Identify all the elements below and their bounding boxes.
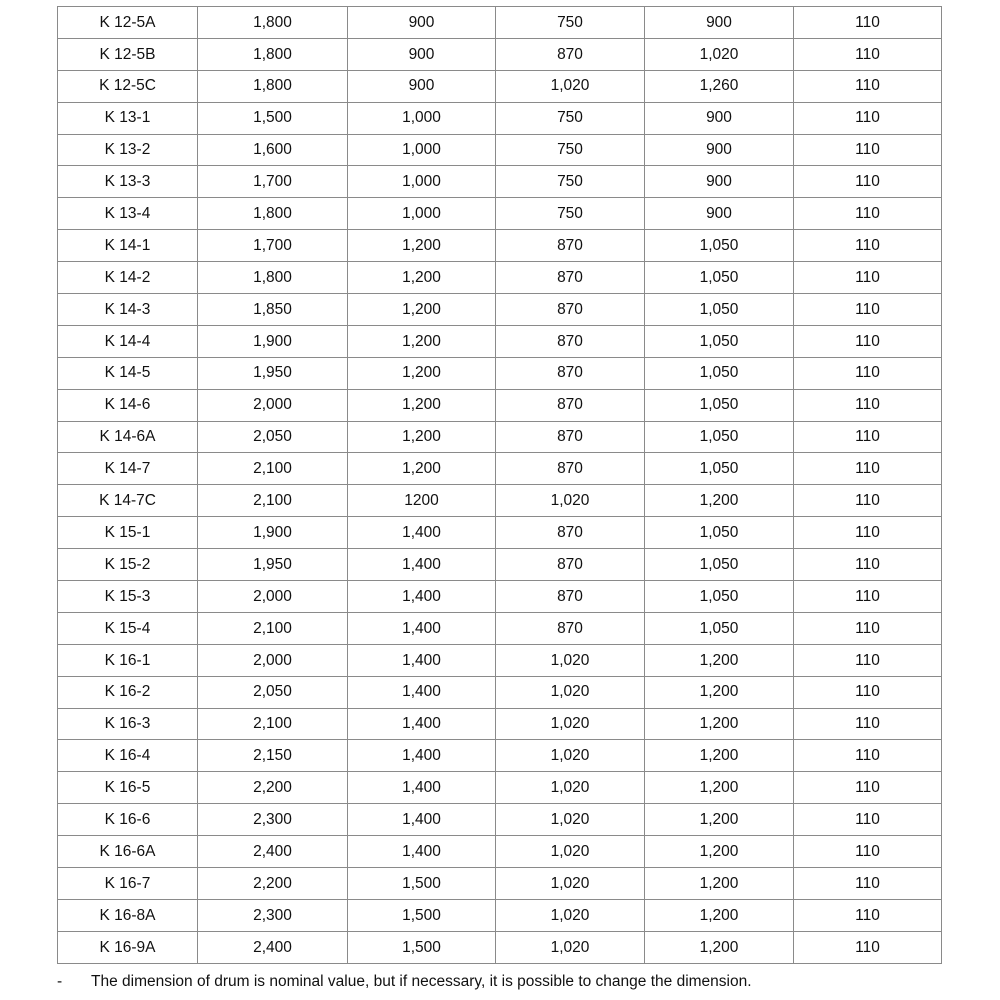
table-cell-col-2: 1,950	[198, 549, 348, 581]
table-cell-col-5: 1,050	[645, 581, 794, 613]
table-cell-col-2: 2,300	[198, 899, 348, 931]
table-cell-col-5: 1,050	[645, 421, 794, 453]
table-row	[58, 70, 942, 102]
table-cell-col-2: 1,900	[198, 517, 348, 549]
table-cell-col-5: 1,200	[645, 676, 794, 708]
table-row	[58, 899, 942, 931]
table-cell-model: K 13-4	[58, 198, 198, 230]
table-cell-col-4: 870	[496, 357, 645, 389]
table-cell-col-6: 110	[794, 772, 942, 804]
dimensions-table	[57, 6, 942, 964]
table-cell-col-5: 900	[645, 102, 794, 134]
table-cell-col-3: 1,400	[348, 772, 496, 804]
table-cell-col-3: 1,500	[348, 899, 496, 931]
table-cell-col-2: 1,500	[198, 102, 348, 134]
table-cell-col-2: 1,700	[198, 230, 348, 262]
table-row	[58, 772, 942, 804]
table-cell-col-3: 1,500	[348, 868, 496, 900]
table-cell-model: K 14-6	[58, 389, 198, 421]
table-cell-model: K 16-6	[58, 804, 198, 836]
table-cell-col-6: 110	[794, 453, 942, 485]
table-row	[58, 166, 942, 198]
table-cell-col-2: 1,800	[198, 198, 348, 230]
table-cell-col-3: 1,500	[348, 931, 496, 963]
table-cell-col-4: 750	[496, 102, 645, 134]
table-cell-col-5: 1,050	[645, 294, 794, 326]
table-cell-col-3: 1,200	[348, 453, 496, 485]
table-cell-col-6: 110	[794, 357, 942, 389]
table-cell-col-3: 1,000	[348, 198, 496, 230]
table-cell-col-2: 2,000	[198, 389, 348, 421]
table-cell-col-2: 1,900	[198, 325, 348, 357]
table-row	[58, 931, 942, 963]
table-row	[58, 325, 942, 357]
table-cell-model: K 15-1	[58, 517, 198, 549]
table-cell-col-3: 1,200	[348, 325, 496, 357]
table-cell-col-4: 870	[496, 38, 645, 70]
table-cell-col-2: 1,950	[198, 357, 348, 389]
footnote-text: The dimension of drum is nominal value, but if necessary, it is possible to change the dimension.	[91, 973, 752, 990]
table-row	[58, 134, 942, 166]
table-cell-model: K 15-4	[58, 612, 198, 644]
table-cell-col-6: 110	[794, 198, 942, 230]
table-cell-model: K 16-8A	[58, 899, 198, 931]
table-cell-col-6: 110	[794, 262, 942, 294]
table-cell-model: K 14-7C	[58, 485, 198, 517]
table-cell-col-5: 1,050	[645, 612, 794, 644]
table-cell-col-4: 1,020	[496, 70, 645, 102]
table-cell-col-6: 110	[794, 931, 942, 963]
table-cell-col-2: 1,850	[198, 294, 348, 326]
table-cell-col-3: 1,400	[348, 804, 496, 836]
table-cell-col-3: 900	[348, 7, 496, 39]
table-cell-col-4: 750	[496, 198, 645, 230]
table-cell-col-5: 1,200	[645, 485, 794, 517]
table-row	[58, 230, 942, 262]
table-cell-col-4: 870	[496, 230, 645, 262]
table-cell-col-2: 2,050	[198, 676, 348, 708]
table-row	[58, 612, 942, 644]
table-row	[58, 517, 942, 549]
table-cell-col-5: 1,200	[645, 772, 794, 804]
table-cell-model: K 14-7	[58, 453, 198, 485]
table-cell-model: K 16-5	[58, 772, 198, 804]
table-row	[58, 836, 942, 868]
table-cell-model: K 13-3	[58, 166, 198, 198]
table-cell-col-5: 1,200	[645, 899, 794, 931]
table-cell-model: K 16-6A	[58, 836, 198, 868]
table-cell-col-2: 2,100	[198, 453, 348, 485]
table-cell-col-4: 1,020	[496, 836, 645, 868]
table-row	[58, 294, 942, 326]
table-cell-col-6: 110	[794, 644, 942, 676]
table-cell-col-2: 2,100	[198, 485, 348, 517]
table-cell-col-6: 110	[794, 230, 942, 262]
table-cell-col-3: 1,200	[348, 421, 496, 453]
table-cell-col-2: 2,400	[198, 931, 348, 963]
table-cell-col-4: 870	[496, 262, 645, 294]
table-row	[58, 804, 942, 836]
table-cell-col-3: 1,400	[348, 612, 496, 644]
table-cell-col-5: 1,020	[645, 38, 794, 70]
table-cell-col-6: 110	[794, 166, 942, 198]
table-cell-col-2: 2,200	[198, 868, 348, 900]
table-cell-model: K 15-2	[58, 549, 198, 581]
table-cell-col-5: 1,050	[645, 453, 794, 485]
table-row	[58, 644, 942, 676]
table-cell-col-3: 1,400	[348, 517, 496, 549]
table-cell-col-3: 1,400	[348, 740, 496, 772]
table-cell-col-2: 1,600	[198, 134, 348, 166]
table-cell-col-6: 110	[794, 868, 942, 900]
table-row	[58, 38, 942, 70]
table-cell-col-4: 1,020	[496, 899, 645, 931]
table-cell-col-5: 900	[645, 134, 794, 166]
table-row	[58, 581, 942, 613]
table-cell-col-3: 1,000	[348, 102, 496, 134]
table-cell-col-4: 870	[496, 325, 645, 357]
table-row	[58, 198, 942, 230]
table-cell-model: K 14-5	[58, 357, 198, 389]
table-cell-model: K 14-4	[58, 325, 198, 357]
table-cell-col-2: 2,200	[198, 772, 348, 804]
table-cell-model: K 14-3	[58, 294, 198, 326]
table-cell-col-4: 1,020	[496, 772, 645, 804]
table-cell-col-6: 110	[794, 325, 942, 357]
table-cell-col-2: 1,800	[198, 38, 348, 70]
table-cell-col-2: 2,000	[198, 581, 348, 613]
table-cell-col-3: 1,200	[348, 294, 496, 326]
table-cell-col-3: 1,400	[348, 644, 496, 676]
table-cell-col-4: 870	[496, 549, 645, 581]
table-cell-col-2: 2,150	[198, 740, 348, 772]
table-cell-col-3: 1,400	[348, 836, 496, 868]
footnote-bullet: -	[57, 973, 63, 990]
table-cell-col-3: 900	[348, 70, 496, 102]
table-cell-col-6: 110	[794, 549, 942, 581]
table-cell-col-6: 110	[794, 804, 942, 836]
table-cell-col-6: 110	[794, 38, 942, 70]
table-cell-model: K 16-2	[58, 676, 198, 708]
table-cell-model: K 16-1	[58, 644, 198, 676]
table-row	[58, 453, 942, 485]
table-cell-col-6: 110	[794, 899, 942, 931]
table-row	[58, 708, 942, 740]
table-cell-col-3: 900	[348, 38, 496, 70]
table-cell-col-6: 110	[794, 612, 942, 644]
table-cell-col-5: 1,260	[645, 70, 794, 102]
table-cell-col-5: 1,050	[645, 325, 794, 357]
table-cell-col-4: 1,020	[496, 740, 645, 772]
table-row	[58, 421, 942, 453]
table-row	[58, 740, 942, 772]
table-row	[58, 485, 942, 517]
table-cell-col-4: 1,020	[496, 485, 645, 517]
table-cell-col-5: 1,200	[645, 836, 794, 868]
table-cell-col-5: 1,050	[645, 517, 794, 549]
table-cell-col-2: 2,300	[198, 804, 348, 836]
table-cell-col-6: 110	[794, 485, 942, 517]
table-cell-col-6: 110	[794, 836, 942, 868]
table-cell-col-6: 110	[794, 676, 942, 708]
table-cell-col-2: 2,400	[198, 836, 348, 868]
table-cell-model: K 13-1	[58, 102, 198, 134]
table-cell-col-5: 1,200	[645, 740, 794, 772]
table-row	[58, 7, 942, 39]
table-cell-col-5: 1,050	[645, 230, 794, 262]
table-cell-col-4: 870	[496, 389, 645, 421]
table-cell-col-5: 1,050	[645, 549, 794, 581]
table-cell-model: K 16-4	[58, 740, 198, 772]
table-cell-model: K 16-3	[58, 708, 198, 740]
table-cell-col-6: 110	[794, 581, 942, 613]
table-cell-col-6: 110	[794, 740, 942, 772]
table-cell-col-4: 1,020	[496, 804, 645, 836]
table-cell-col-4: 870	[496, 453, 645, 485]
table-cell-model: K 12-5B	[58, 38, 198, 70]
table-cell-col-3: 1,000	[348, 134, 496, 166]
table-cell-col-3: 1,400	[348, 708, 496, 740]
table-cell-col-3: 1,200	[348, 389, 496, 421]
table-cell-col-3: 1200	[348, 485, 496, 517]
table-cell-col-5: 900	[645, 198, 794, 230]
table-cell-col-4: 750	[496, 166, 645, 198]
table-cell-col-2: 1,800	[198, 70, 348, 102]
table-row	[58, 389, 942, 421]
table-cell-col-5: 900	[645, 166, 794, 198]
table-cell-col-2: 1,700	[198, 166, 348, 198]
table-row	[58, 102, 942, 134]
table-cell-col-4: 870	[496, 517, 645, 549]
table-cell-model: K 12-5A	[58, 7, 198, 39]
table-cell-col-3: 1,200	[348, 230, 496, 262]
table-cell-col-3: 1,200	[348, 357, 496, 389]
table-cell-model: K 14-6A	[58, 421, 198, 453]
table-cell-model: K 14-2	[58, 262, 198, 294]
table-cell-col-5: 1,200	[645, 868, 794, 900]
table-cell-model: K 15-3	[58, 581, 198, 613]
table-cell-col-4: 1,020	[496, 868, 645, 900]
table-cell-col-5: 1,050	[645, 357, 794, 389]
table-cell-col-6: 110	[794, 70, 942, 102]
table-cell-col-4: 870	[496, 612, 645, 644]
table-cell-col-5: 1,200	[645, 804, 794, 836]
table-cell-col-3: 1,400	[348, 676, 496, 708]
table-cell-col-5: 900	[645, 7, 794, 39]
table-cell-col-5: 1,200	[645, 708, 794, 740]
table-cell-col-5: 1,200	[645, 644, 794, 676]
table-cell-col-3: 1,000	[348, 166, 496, 198]
table-cell-col-4: 750	[496, 7, 645, 39]
table-cell-model: K 12-5C	[58, 70, 198, 102]
table-cell-model: K 13-2	[58, 134, 198, 166]
table-cell-col-6: 110	[794, 389, 942, 421]
table-row	[58, 357, 942, 389]
table-row	[58, 262, 942, 294]
table-cell-col-5: 1,200	[645, 931, 794, 963]
footnote	[57, 974, 752, 990]
table-cell-col-5: 1,050	[645, 389, 794, 421]
table-cell-col-4: 1,020	[496, 708, 645, 740]
table-cell-model: K 14-1	[58, 230, 198, 262]
table-cell-col-6: 110	[794, 102, 942, 134]
table-cell-col-5: 1,050	[645, 262, 794, 294]
dimensions-table-body	[58, 7, 942, 964]
table-cell-col-4: 1,020	[496, 644, 645, 676]
table-cell-col-4: 870	[496, 294, 645, 326]
table-row	[58, 549, 942, 581]
table-cell-col-4: 870	[496, 421, 645, 453]
table-cell-col-4: 1,020	[496, 676, 645, 708]
table-cell-col-4: 1,020	[496, 931, 645, 963]
table-row	[58, 868, 942, 900]
table-cell-col-4: 750	[496, 134, 645, 166]
table-cell-col-6: 110	[794, 294, 942, 326]
table-cell-col-2: 2,050	[198, 421, 348, 453]
table-cell-col-2: 1,800	[198, 7, 348, 39]
table-cell-model: K 16-9A	[58, 931, 198, 963]
table-cell-col-3: 1,400	[348, 549, 496, 581]
table-cell-col-2: 2,100	[198, 612, 348, 644]
table-cell-col-6: 110	[794, 7, 942, 39]
table-cell-col-3: 1,200	[348, 262, 496, 294]
table-cell-col-4: 870	[496, 581, 645, 613]
table-cell-col-3: 1,400	[348, 581, 496, 613]
table-cell-col-6: 110	[794, 708, 942, 740]
table-cell-col-2: 2,000	[198, 644, 348, 676]
table-row	[58, 676, 942, 708]
table-cell-col-6: 110	[794, 134, 942, 166]
table-cell-col-2: 2,100	[198, 708, 348, 740]
table-cell-col-2: 1,800	[198, 262, 348, 294]
table-cell-col-6: 110	[794, 517, 942, 549]
table-cell-col-6: 110	[794, 421, 942, 453]
table-cell-model: K 16-7	[58, 868, 198, 900]
